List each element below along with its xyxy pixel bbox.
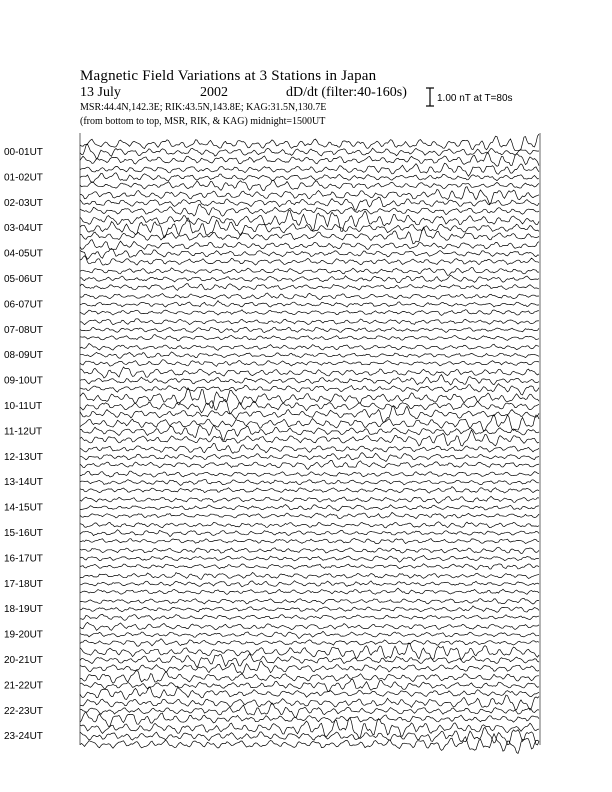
trace-line xyxy=(80,643,539,660)
hour-label: 20-21UT xyxy=(4,655,43,666)
scale-bar-label: 1.00 nT at T=80s xyxy=(437,93,513,104)
trace-line xyxy=(80,606,539,612)
trace-line xyxy=(80,695,539,710)
trace-line xyxy=(80,256,539,265)
trace-line xyxy=(80,360,539,367)
trace-line xyxy=(80,430,539,446)
filter-label: dD/dt (filter:40-160s) xyxy=(286,85,407,100)
trace-line xyxy=(80,480,539,486)
trace-line xyxy=(80,727,539,745)
trace-line xyxy=(80,163,539,176)
trace-line xyxy=(80,496,539,503)
hour-label: 06-07UT xyxy=(4,299,43,311)
trace-line xyxy=(80,588,539,594)
trace-line xyxy=(80,564,539,570)
trace-line xyxy=(80,614,539,620)
year-label: 2002 xyxy=(200,85,228,100)
trace-line xyxy=(80,639,539,647)
trace-line xyxy=(80,301,539,307)
trace-line xyxy=(80,204,539,216)
trace-line xyxy=(80,275,539,282)
hour-label: 07-08UT xyxy=(4,324,43,336)
trace-line xyxy=(80,134,539,151)
trace-line xyxy=(80,335,539,341)
trace-line xyxy=(80,180,539,191)
trace-line xyxy=(80,530,539,537)
hour-label: 00-01UT xyxy=(4,147,43,158)
trace-line xyxy=(80,538,539,543)
trace-line xyxy=(80,406,539,422)
hour-label: 12-13UT xyxy=(4,451,43,463)
trace-line xyxy=(80,344,539,351)
trace-line xyxy=(80,293,539,300)
hour-label: 04-05UT xyxy=(4,248,43,260)
hour-label: 21-22UT xyxy=(4,680,43,692)
trace-line xyxy=(80,471,539,477)
trace-line xyxy=(80,310,539,316)
hour-label: 22-23UT xyxy=(4,705,43,717)
trace-line xyxy=(80,661,539,674)
trace-line xyxy=(80,687,539,699)
trace-line xyxy=(80,622,539,630)
trace-line xyxy=(80,670,539,683)
trace-line xyxy=(80,581,539,587)
chart-title: Magnetic Field Variations at 3 Stations in Japan xyxy=(80,68,377,84)
trace-line xyxy=(80,268,539,276)
hour-label: 23-24UT xyxy=(4,731,43,743)
trace-line xyxy=(80,327,539,332)
trace-line xyxy=(80,522,539,528)
hour-label: 05-06UT xyxy=(4,274,43,285)
trace-line xyxy=(80,487,539,494)
trace-line xyxy=(80,654,539,668)
order-note: (from bottom to top, MSR, RIK, & KAG) midnight=1500UT xyxy=(80,116,326,127)
trace-line xyxy=(80,443,539,453)
hour-label: 09-10UT xyxy=(4,375,43,387)
trace-line xyxy=(80,679,539,692)
trace-line xyxy=(80,248,539,259)
date-label: 13 July xyxy=(80,85,121,100)
trace-line xyxy=(80,631,539,638)
hour-label: 03-04UT xyxy=(4,223,43,235)
hour-label: 02-03UT xyxy=(4,197,43,209)
trace-line xyxy=(80,555,539,562)
trace-line xyxy=(80,573,539,580)
hour-label: 18-19UT xyxy=(4,604,43,616)
trace-line xyxy=(80,319,539,325)
trace-line xyxy=(80,453,539,462)
hour-label: 16-17UT xyxy=(4,553,43,565)
hour-label: 19-20UT xyxy=(4,629,43,641)
scale-bar xyxy=(426,88,434,106)
trace-line xyxy=(80,712,539,726)
trace-line xyxy=(80,352,539,358)
hour-label: 14-15UT xyxy=(4,502,43,514)
trace-line xyxy=(80,240,539,250)
hour-label: 10-11UT xyxy=(4,401,43,412)
trace-line xyxy=(80,512,539,518)
trace-line xyxy=(80,547,539,553)
hour-label: 17-18UT xyxy=(4,578,43,590)
trace-line xyxy=(80,505,539,511)
trace-line xyxy=(80,153,539,167)
trace-line xyxy=(80,388,539,409)
trace-line xyxy=(80,598,539,604)
hour-label: 11-12UT xyxy=(4,426,43,438)
trace-line xyxy=(80,384,539,395)
hour-label: 08-09UT xyxy=(4,350,43,362)
trace-line xyxy=(80,718,539,739)
trace-line xyxy=(80,460,539,469)
hour-label: 13-14UT xyxy=(4,477,43,489)
hour-label: 15-16UT xyxy=(4,528,43,539)
stations-label: MSR:44.4N,142.3E; RIK:43.5N,143.8E; KAG:31.5N,130.7E xyxy=(80,102,327,113)
trace-line xyxy=(80,284,539,291)
hour-label: 01-02UT xyxy=(4,172,43,184)
